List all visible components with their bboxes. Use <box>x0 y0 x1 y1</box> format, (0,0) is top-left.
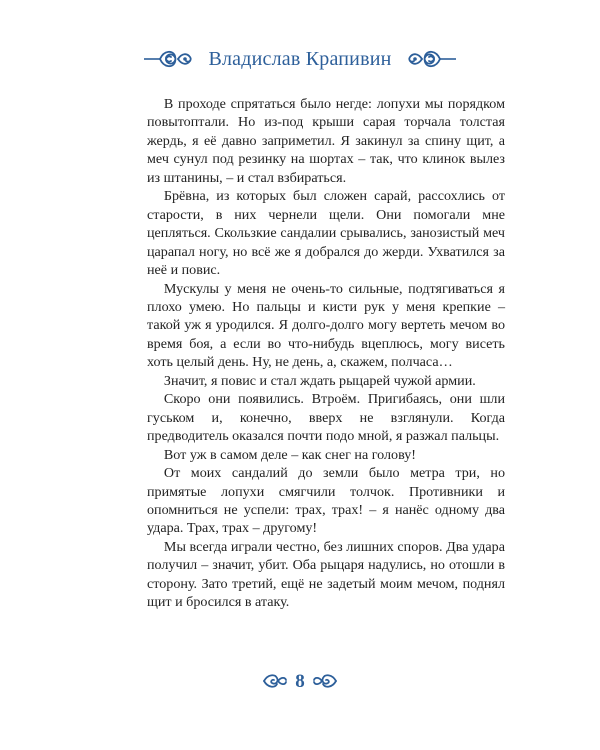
paragraph-8: Мы всегда играли честно, без лишних споров. Два удара получил – значит, убит. Оба рыцаря надулись, но отошли в сторону. Зато третий, ещё не задетый моим мечом, поднял щит и бросился в атаку. <box>147 538 505 611</box>
paragraph-3: Мускулы у меня не очень-то сильные, подтягиваться я плохо умею. Но пальцы и кисти рук у меня крепкие – такой уж я уродился. Я долго-долго могу вертеть мечом во время боя, а если во что-нибудь вцеплюсь, могу висеть хоть целый день. Ну, не день, а, скажем, полчаса… <box>147 280 505 371</box>
page-footer <box>0 666 600 696</box>
paragraph-1: В проходе спрятаться было негде: лопухи мы порядком повытоптали. Но из-под крыши сарая торчала толстая жердь, я её давно заприметил. Я закинул за спину щит, а меч сунул под резинку на шортах – так, что клинок вылез из штанины, – и стал взбираться. <box>147 96 505 186</box>
footer-right-flourish-icon <box>311 669 339 693</box>
footer-left-flourish-icon <box>261 669 289 693</box>
right-flourish-icon <box>406 45 458 73</box>
page-body <box>147 95 505 612</box>
paragraph-4: Значит, я повис и стал ждать рыцарей чужой армии. <box>163 372 476 389</box>
left-flourish-icon <box>142 45 194 73</box>
page-number: 8 <box>295 670 305 692</box>
paragraph-5: Скоро они появились. Втроём. Пригибаясь, они шли гуськом и, конечно, вверх не взглянули. Когда предводитель оказался почти подо мной, я разжал пальцы. <box>147 391 505 445</box>
paragraph-6: Вот уж в самом деле – как снег на голову! <box>163 446 417 463</box>
paragraph-2: Брёвна, из которых был сложен сарай, рассохлись от старости, в них чернели щели. Они помогали мне цепляться. Скользкие сандалии срывались, занозистый меч царапал ногу, но всё же я добрался до жерди. Ухватился за неё и повис. <box>147 188 505 279</box>
paragraph-7: От моих сандалий до земли было метра три, но примятые лопухи смягчили толчок. Противники и опомниться не успели: трах, трах! – я нанёс одному два удара. Трах, трах – другому! <box>147 465 505 537</box>
running-header <box>0 42 600 76</box>
author-name: Владислав Крапивин <box>208 47 392 70</box>
